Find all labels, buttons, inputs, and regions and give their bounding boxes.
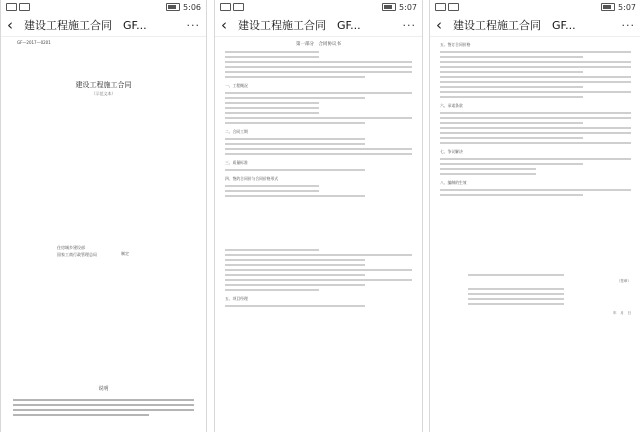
document-title: 建设工程施工合同 <box>75 81 132 89</box>
section-1: 一、工程概况 <box>225 83 248 88</box>
page-title: 建设工程施工合同 GF... <box>453 19 576 32</box>
battery-icon <box>382 3 396 11</box>
sign-label: （签章） <box>616 279 631 283</box>
section-6: 五、签订合同价格 <box>440 42 471 47</box>
document-page <box>215 37 422 432</box>
wifi-icon <box>233 3 244 11</box>
section-9: 八、编制的生效 <box>440 180 467 185</box>
title-bar <box>430 14 640 37</box>
signal-icons <box>6 3 30 11</box>
signal-icon <box>435 3 446 11</box>
phone-screen-2 <box>214 0 423 432</box>
status-bar <box>430 0 640 14</box>
status-right <box>382 3 417 12</box>
document-code: GF—2017—0201 <box>17 40 51 45</box>
page-title: 建设工程施工合同 GF... <box>238 19 361 32</box>
phone-screen-1 <box>0 0 207 432</box>
wifi-icon <box>448 3 459 11</box>
back-icon[interactable]: ‹ <box>436 16 442 34</box>
document-subtitle: （示范文本） <box>91 91 116 96</box>
signal-icons <box>435 3 459 11</box>
status-time: 5:07 <box>618 2 636 12</box>
status-right <box>601 3 636 12</box>
battery-icon <box>601 3 615 11</box>
section-3: 三、质量标准 <box>225 160 248 165</box>
status-time: 5:06 <box>183 2 201 12</box>
status-bar <box>215 0 422 14</box>
issued-label: 制定 <box>121 251 129 256</box>
section-4: 四、签约合同价与合同价格形式 <box>225 176 279 181</box>
issuer-line-1: 住房城乡建设部 <box>57 245 85 250</box>
section-7: 六、承诺条款 <box>440 103 463 108</box>
battery-icon <box>166 3 180 11</box>
status-time: 5:07 <box>399 2 417 12</box>
section-heading: 第一部分 合同协议书 <box>296 42 341 47</box>
section-8: 七、争议解决 <box>440 149 463 154</box>
document-issuers <box>57 244 97 258</box>
date-label: 年 月 日 <box>613 310 631 315</box>
signal-icon <box>6 3 17 11</box>
more-icon[interactable]: ··· <box>186 18 200 32</box>
status-bar <box>1 0 206 14</box>
title-bar <box>215 14 422 37</box>
section-2: 二、合同工期 <box>225 129 248 134</box>
document-page <box>430 37 640 432</box>
more-icon[interactable]: ··· <box>621 18 635 32</box>
back-icon[interactable]: ‹ <box>7 16 13 34</box>
notes-title: 说明 <box>98 386 109 392</box>
section-5: 五、项目经理 <box>225 296 248 301</box>
phone-screen-3 <box>429 0 640 432</box>
notes-text-block <box>13 396 194 419</box>
page-title: 建设工程施工合同 GF... <box>24 19 147 32</box>
issuer-line-2: 国家工商行政管理总局 <box>57 252 97 258</box>
title-bar <box>1 14 206 37</box>
wifi-icon <box>19 3 30 11</box>
status-right <box>166 3 201 12</box>
back-icon[interactable]: ‹ <box>221 16 227 34</box>
signal-icon <box>220 3 231 11</box>
more-icon[interactable]: ··· <box>402 18 416 32</box>
signal-icons <box>220 3 244 11</box>
